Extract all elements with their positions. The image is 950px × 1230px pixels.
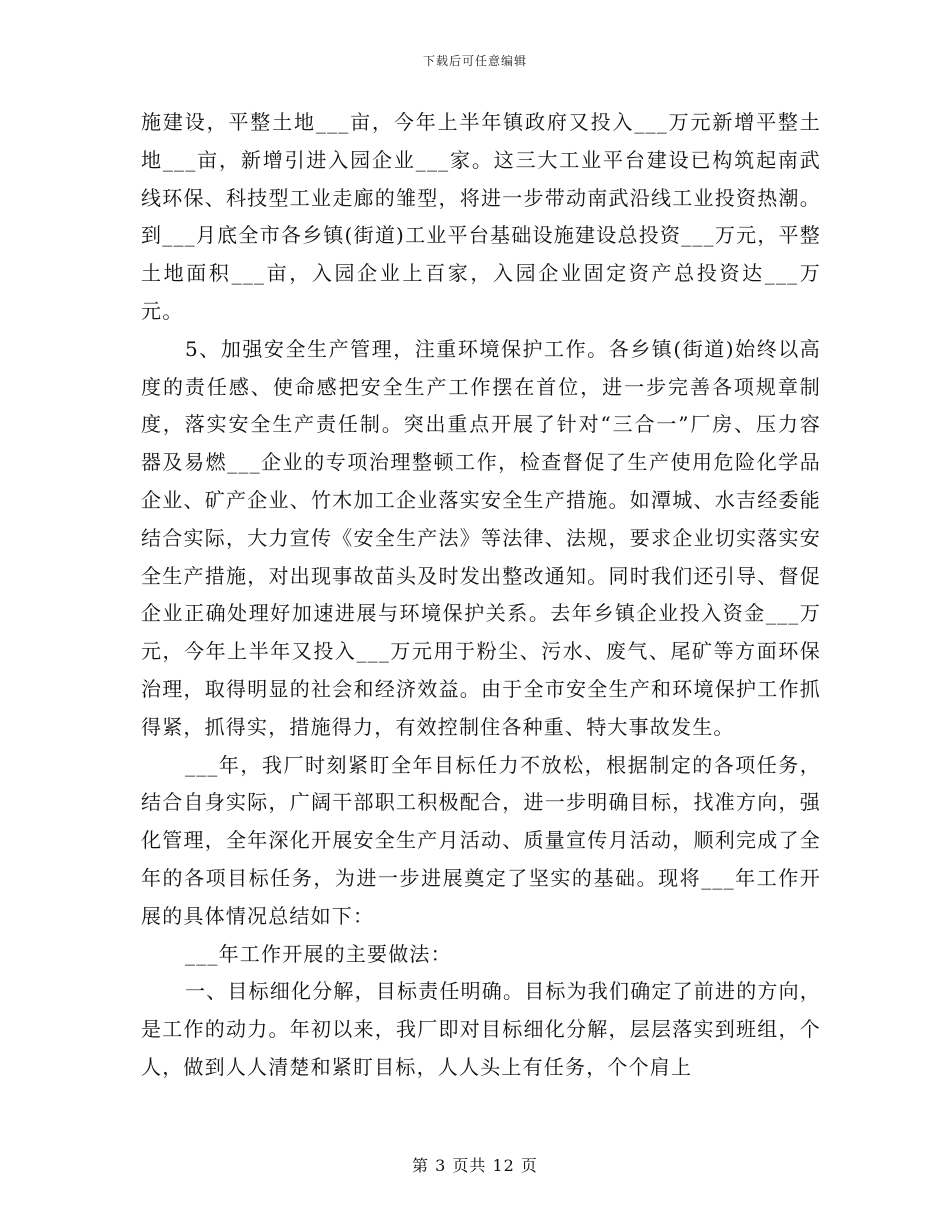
page-header: 下载后可任意编辑 [422,54,527,68]
paragraph-3: ___年，我厂时刻紧盯全年目标任力不放松，根据制定的各项任务，结合自身实际，广阔干部职工积极配合，进一步明确目标，找准方向，强化管理，全年深化开展安全生产月活动、质量宣传月活动，顺利完成了全年的各项目标任务，为进一步进展奠定了坚实的基础。现将___年工作开展的具体情况总结如下： [141,752,821,928]
paragraph-2: 5、加强安全生产管理，注重环境保护工作。各乡镇(街道)始终以高度的责任感、使命感把安全生产工作摆在首位，进一步完善各项规章制度，落实安全生产责任制。突出重点开展了针对“三合一”厂房、压力容器及易燃___企业的专项治理整顿工作，检查督促了生产使用危险化学品企业、矿产企业、竹木加工企业落实安全生产措施。如潭城、水吉经委能结合实际，大力宣传《安全生产法》等法律、法规，要求企业切实落实安全生产措施，对出现事故苗头及时发出整改通知。同时我们还引导、督促企业正确处理好加速进展与环境保护关系。去年乡镇企业投入资金___万元，今年上半年又投入___万元用于粉尘、污水、废气、尾矿等方面环保治理，取得明显的社会和经济效益。由于全市安全生产和环境保护工作抓得紧，抓得实，措施得力，有效控制住各种重、特大事故发生。 [141,336,821,739]
paragraph-4: ___年工作开展的主要做法： [185,941,452,966]
page-footer: 第 3 页共 12 页 [412,1156,538,1175]
paragraph-1: 施建设，平整土地___亩，今年上半年镇政府又投入___万元新增平整土地___亩，新增引进入园企业___家。这三大工业平台建设已构筑起南武线环保、科技型工业走廊的雏型，将进一步带动南武沿线工业投资热潮。到___月底全市各乡镇(街道)工业平台基础设施建设总投资___万元，平整土地面积___亩，入园企业上百家，入园企业固定资产总投资达___万元。 [141,110,821,323]
paragraph-5: 一、目标细化分解，目标责任明确。目标为我们确定了前进的方向，是工作的动力。年初以来，我厂即对目标细化分解，层层落实到班组，个人，做到人人清楚和紧盯目标，人人头上有任务，个个肩上 [141,979,821,1079]
document-body [141,104,821,1087]
